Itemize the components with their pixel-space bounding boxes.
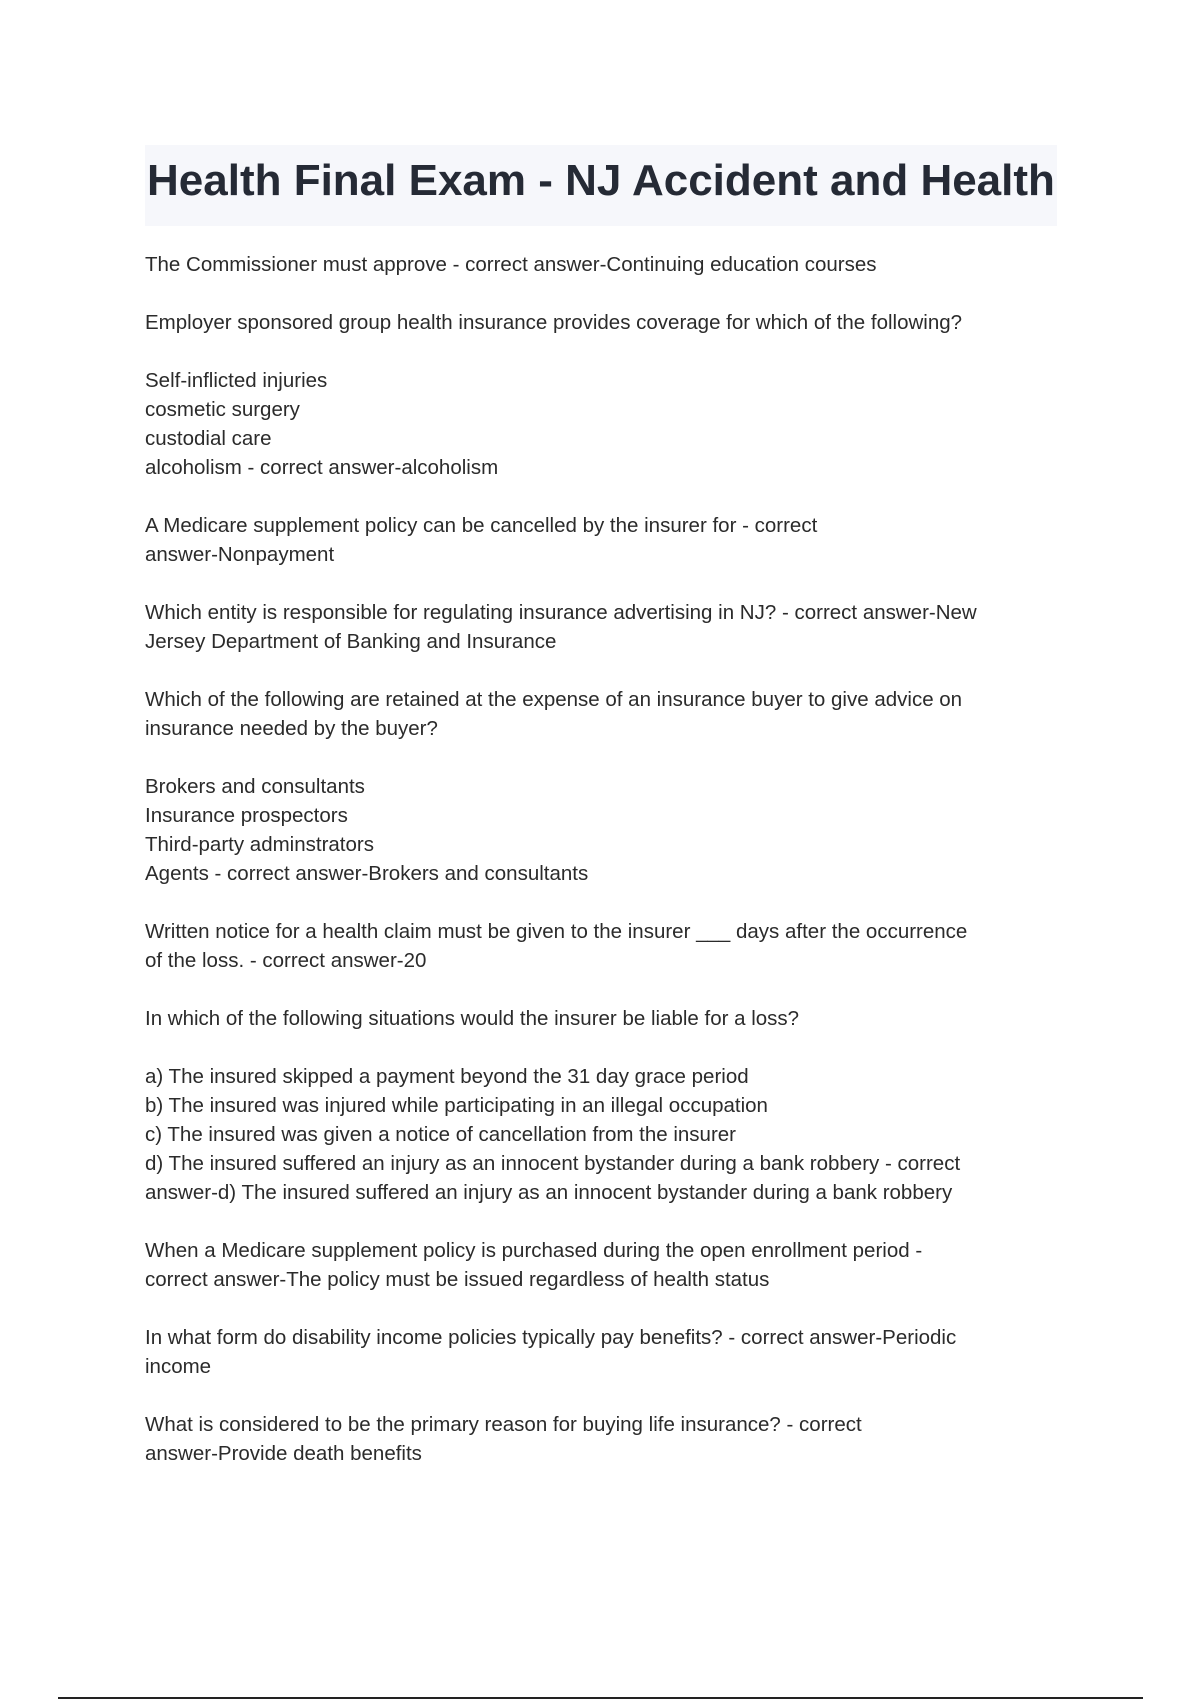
text-block: Which entity is responsible for regulating insurance advertising in NJ? - correct answer-New Jersey Department of Banking and Insurance xyxy=(145,601,977,653)
text-block: Which of the following are retained at the expense of an insurance buyer to give advice on insurance needed by the buyer? xyxy=(145,688,963,740)
title-banner xyxy=(145,145,1057,226)
text-block: In which of the following situations would the insurer be liable for a loss? xyxy=(145,1007,800,1030)
text-block: In what form do disability income policies typically pay benefits? - correct answer-Periodic income xyxy=(145,1326,957,1378)
text-block: The Commissioner must approve - correct answer-Continuing education courses xyxy=(145,253,877,276)
text-block: What is considered to be the primary reason for buying life insurance? - correct answer-Provide death benefits xyxy=(145,1413,862,1465)
text-block: Brokers and consultants Insurance prospectors Third-party adminstrators Agents - correct answer-Brokers and consultants xyxy=(145,775,589,885)
text-block: a) The insured skipped a payment beyond the 31 day grace period b) The insured was injured while participating in an illegal occupation c) The insured was given a notice of cancellation from the insurer d) The insured suffered an injury as an innocent bystander during a bank robbery - correct answer-d) The insured suffered an injury as an innocent bystander during a bank robbery xyxy=(145,1065,961,1204)
text-block: When a Medicare supplement policy is purchased during the open enrollment period - correct answer-The policy must be issued regardless of health status xyxy=(145,1239,923,1291)
document-body xyxy=(145,250,1057,1468)
text-block: Employer sponsored group health insurance provides coverage for which of the following? xyxy=(145,311,963,334)
page-title: Health Final Exam - NJ Accident and Health xyxy=(147,156,1055,205)
text-block: Self-inflicted injuries cosmetic surgery custodial care alcoholism - correct answer-alcoholism xyxy=(145,369,499,479)
text-block: A Medicare supplement policy can be cancelled by the insurer for - correct answer-Nonpayment xyxy=(145,514,818,566)
document-page xyxy=(145,145,1057,1497)
text-block: Written notice for a health claim must be given to the insurer ___ days after the occurrence of the loss. - correct answer-20 xyxy=(145,920,968,972)
footer-divider xyxy=(58,1697,1143,1699)
